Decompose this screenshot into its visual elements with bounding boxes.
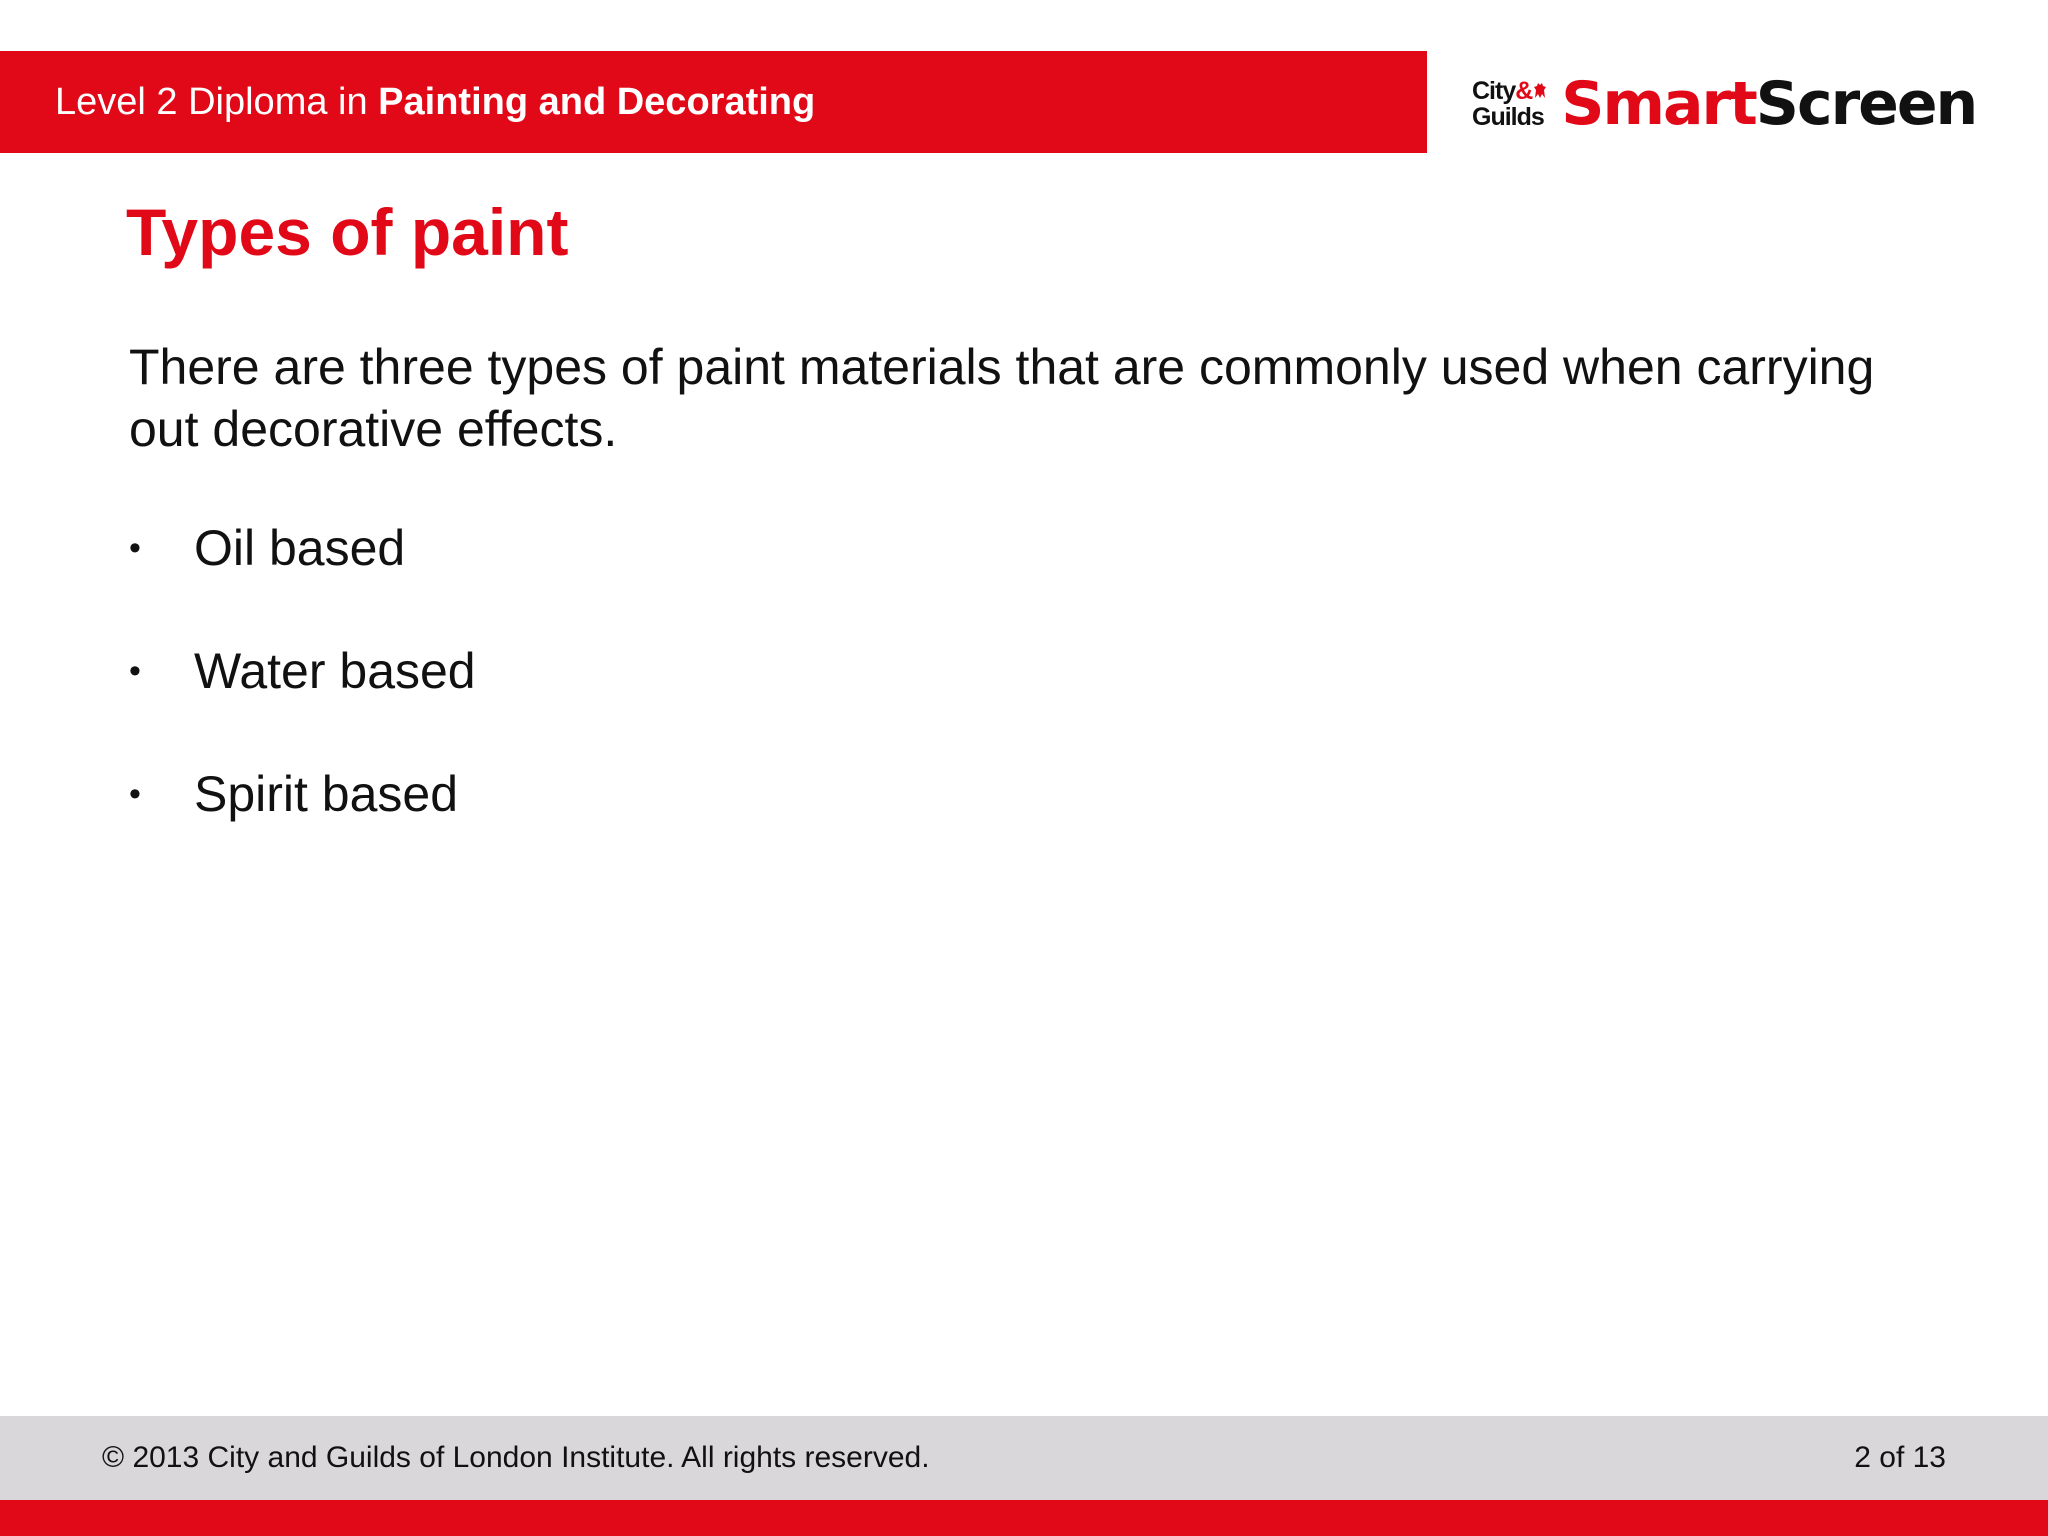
- slide-title: Types of paint: [126, 195, 569, 269]
- logo-ampersand: &: [1515, 77, 1533, 105]
- brand-smart: Smart: [1561, 69, 1756, 139]
- list-item: [129, 516, 476, 580]
- header-bar: [0, 51, 1427, 153]
- brand-screen: Screen: [1755, 69, 1977, 139]
- intro-paragraph: There are three types of paint materials that are commonly used when carrying out decorative effects.: [129, 339, 1875, 457]
- city-and-guilds-smartscreen-logo: [1472, 69, 1977, 139]
- copyright-notice: © 2013 City and Guilds of London Institute. All rights reserved.: [102, 1441, 930, 1474]
- logo-guilds-text: Guilds: [1472, 103, 1544, 131]
- list-item-label: Oil based: [194, 520, 406, 576]
- city-and-guilds-logo-mark: [1472, 78, 1547, 130]
- bullet-icon: •: [129, 651, 141, 690]
- list-item-label: Spirit based: [194, 766, 459, 822]
- paint-types-list: [129, 516, 476, 885]
- logo-city-text: City: [1472, 77, 1516, 105]
- course-title-name: Painting and Decorating: [378, 80, 816, 123]
- list-item-label: Water based: [194, 643, 476, 699]
- heraldic-lion-icon: [1533, 82, 1547, 100]
- bottom-accent-bar: [0, 1500, 2048, 1536]
- course-title: [55, 81, 815, 124]
- list-item: [129, 762, 476, 826]
- list-item: [129, 639, 476, 703]
- smartscreen-wordmark: [1561, 69, 1977, 139]
- bullet-icon: •: [129, 774, 141, 813]
- course-title-prefix: Level 2 Diploma in: [55, 80, 379, 123]
- footer-bar: [0, 1416, 2048, 1500]
- page-counter: 2 of 13: [1854, 1441, 1946, 1474]
- bullet-icon: •: [129, 528, 141, 567]
